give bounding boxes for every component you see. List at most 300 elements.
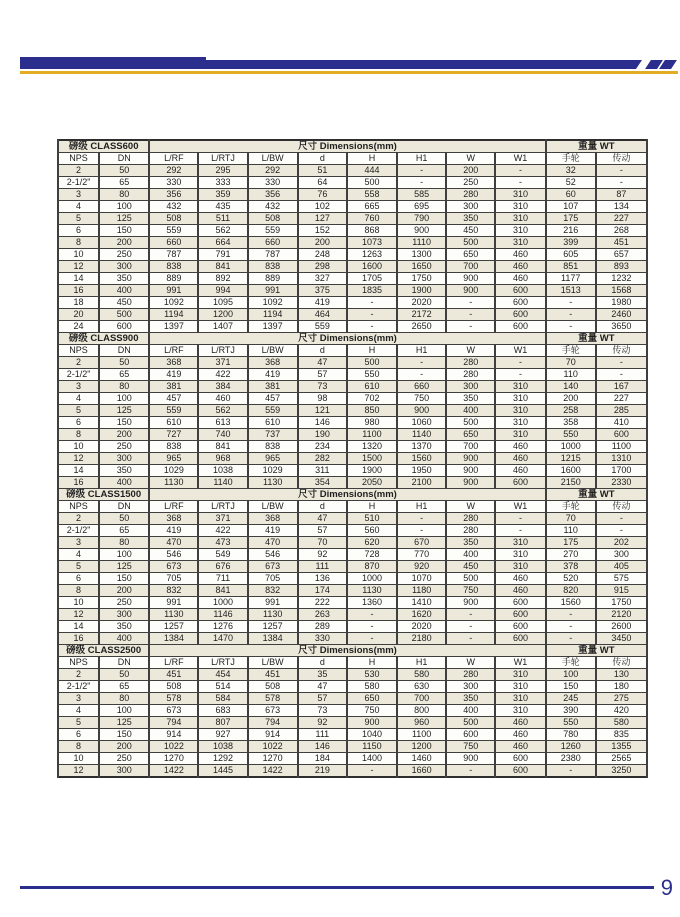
column-header: 传动 <box>596 345 647 357</box>
table-cell: - <box>397 525 446 537</box>
table-cell: 550 <box>347 369 397 381</box>
table-cell: - <box>446 621 495 633</box>
table-cell: 968 <box>198 453 247 465</box>
table-cell: 47 <box>298 513 347 525</box>
table-cell: - <box>546 621 596 633</box>
table-cell: 200 <box>546 393 596 405</box>
table-cell: 234 <box>298 441 347 453</box>
table-cell: 92 <box>298 549 347 561</box>
table-cell: 580 <box>347 681 397 693</box>
table-cell: 400 <box>99 633 149 645</box>
table-cell: 850 <box>347 405 397 417</box>
table-cell: - <box>347 321 397 333</box>
table-cell: 1950 <box>397 465 446 477</box>
table-cell: 1092 <box>248 297 298 309</box>
column-header: W1 <box>495 153 545 165</box>
table-cell: 80 <box>99 381 149 393</box>
valve-dimensions-table <box>57 139 648 778</box>
table-cell: 1260 <box>546 741 596 753</box>
table-cell: 600 <box>495 477 545 489</box>
table-cell: 838 <box>248 261 298 273</box>
table-cell: - <box>446 309 495 321</box>
table-cell: 368 <box>149 513 198 525</box>
table-cell: 2172 <box>397 309 446 321</box>
table-cell: 422 <box>198 369 247 381</box>
table-cell: - <box>596 513 647 525</box>
table-cell: 2120 <box>596 609 647 621</box>
table-row <box>58 633 647 645</box>
table-cell: 1200 <box>397 741 446 753</box>
table-cell: 559 <box>149 225 198 237</box>
table-cell: 705 <box>149 573 198 585</box>
table-cell: 405 <box>596 561 647 573</box>
table-cell: 451 <box>149 669 198 681</box>
table-cell: 1038 <box>198 465 247 477</box>
column-header: L/BW <box>248 153 298 165</box>
dimensions-header-label: 尺寸 Dimensions(mm) <box>149 333 545 345</box>
table-row <box>58 753 647 765</box>
table-cell: 384 <box>198 381 247 393</box>
table-cell: 381 <box>149 381 198 393</box>
table-cell: - <box>347 621 397 633</box>
table-cell: 1470 <box>198 633 247 645</box>
table-cell: 770 <box>397 549 446 561</box>
column-header: DN <box>99 501 149 513</box>
table-cell: 298 <box>298 261 347 273</box>
table-cell: - <box>495 369 545 381</box>
table-cell: 200 <box>99 585 149 597</box>
table-cell: - <box>495 525 545 537</box>
table-cell: 180 <box>596 681 647 693</box>
table-cell: 1700 <box>596 465 647 477</box>
column-header: L/RTJ <box>198 657 247 669</box>
column-header: NPS <box>58 153 99 165</box>
column-header: L/RF <box>149 501 198 513</box>
table-cell: 100 <box>99 705 149 717</box>
table-cell: 600 <box>495 597 545 609</box>
table-cell: 1029 <box>149 465 198 477</box>
table-cell: 750 <box>446 741 495 753</box>
table-row <box>58 189 647 201</box>
column-header: W <box>446 657 495 669</box>
table-cell: 460 <box>495 717 545 729</box>
table-cell: 451 <box>596 237 647 249</box>
table-row <box>58 669 647 681</box>
table-cell: 390 <box>546 705 596 717</box>
table-cell: 2100 <box>397 477 446 489</box>
table-cell: 900 <box>446 477 495 489</box>
table-cell: 8 <box>58 429 99 441</box>
table-cell: 419 <box>248 369 298 381</box>
table-cell: 558 <box>347 189 397 201</box>
table-cell: 10 <box>58 597 99 609</box>
table-cell: 794 <box>149 717 198 729</box>
table-cell: - <box>495 177 545 189</box>
table-cell: 50 <box>99 513 149 525</box>
table-cell: - <box>546 321 596 333</box>
table-cell: 600 <box>495 633 545 645</box>
table-cell: 250 <box>446 177 495 189</box>
table-cell: 350 <box>99 273 149 285</box>
table-cell: 350 <box>99 621 149 633</box>
table-cell: - <box>546 633 596 645</box>
table-cell: 1257 <box>248 621 298 633</box>
table-cell: 559 <box>248 405 298 417</box>
table-cell: - <box>596 357 647 369</box>
table-cell: 356 <box>149 189 198 201</box>
table-cell: 1407 <box>198 321 247 333</box>
page-number: 9 <box>660 875 673 900</box>
table-cell: 310 <box>495 537 545 549</box>
column-header: NPS <box>58 345 99 357</box>
table-cell: 2020 <box>397 621 446 633</box>
table-cell: 1445 <box>198 765 247 778</box>
table-row <box>58 465 647 477</box>
table-row <box>58 441 647 453</box>
table-cell: 683 <box>198 705 247 717</box>
table-cell: 292 <box>248 165 298 177</box>
table-cell: 791 <box>198 249 247 261</box>
table-cell: 508 <box>149 681 198 693</box>
table-cell: 578 <box>149 693 198 705</box>
table-cell: 200 <box>99 429 149 441</box>
table-cell: 575 <box>596 573 647 585</box>
table-cell: 216 <box>546 225 596 237</box>
columns-header-row <box>58 657 647 669</box>
table-row <box>58 309 647 321</box>
table-cell: 70 <box>298 537 347 549</box>
table-cell: 1022 <box>149 741 198 753</box>
table-cell: 750 <box>397 393 446 405</box>
table-cell: 6 <box>58 417 99 429</box>
table-cell: 1750 <box>596 597 647 609</box>
table-cell: 300 <box>446 681 495 693</box>
table-cell: 893 <box>596 261 647 273</box>
table-cell: 585 <box>397 189 446 201</box>
table-cell: 300 <box>99 453 149 465</box>
table-cell: 676 <box>198 561 247 573</box>
column-header: L/RF <box>149 345 198 357</box>
table-cell: 1400 <box>347 753 397 765</box>
table-cell: 460 <box>495 465 545 477</box>
table-cell: 1270 <box>149 753 198 765</box>
table-cell: 500 <box>446 717 495 729</box>
table-cell: 121 <box>298 405 347 417</box>
table-cell: 310 <box>495 393 545 405</box>
table-cell: 613 <box>198 417 247 429</box>
table-cell: 610 <box>248 417 298 429</box>
table-cell: 444 <box>347 165 397 177</box>
columns-header-row <box>58 153 647 165</box>
table-row <box>58 717 647 729</box>
table-row <box>58 513 647 525</box>
table-cell: 600 <box>446 729 495 741</box>
table-row <box>58 549 647 561</box>
table-cell: 150 <box>99 729 149 741</box>
table-cell: - <box>546 309 596 321</box>
column-header: L/RTJ <box>198 153 247 165</box>
table-cell: 250 <box>99 597 149 609</box>
table-cell: 1263 <box>347 249 397 261</box>
table-cell: 310 <box>495 705 545 717</box>
table-cell: 1100 <box>347 429 397 441</box>
table-cell: 600 <box>596 429 647 441</box>
table-cell: 794 <box>248 717 298 729</box>
table-cell: 578 <box>248 693 298 705</box>
table-row <box>58 225 647 237</box>
table-cell: 900 <box>446 273 495 285</box>
table-cell: 202 <box>596 537 647 549</box>
column-header: NPS <box>58 657 99 669</box>
table-cell: 400 <box>99 285 149 297</box>
table-cell: 4 <box>58 201 99 213</box>
table-cell: 1130 <box>248 477 298 489</box>
table-cell: 500 <box>347 177 397 189</box>
table-cell: 65 <box>99 525 149 537</box>
column-header: 手轮 <box>546 501 596 513</box>
table-cell: 1146 <box>198 609 247 621</box>
table-cell: 57 <box>298 525 347 537</box>
table-cell: 73 <box>298 381 347 393</box>
weight-header-label: 重量 WT <box>546 645 647 657</box>
table-cell: 87 <box>596 189 647 201</box>
table-cell: 12 <box>58 609 99 621</box>
column-header: L/BW <box>248 345 298 357</box>
table-cell: 457 <box>248 393 298 405</box>
table-cell: 832 <box>149 585 198 597</box>
table-cell: 300 <box>99 261 149 273</box>
column-header: 传动 <box>596 657 647 669</box>
table-cell: 2 <box>58 513 99 525</box>
dimensions-header-label: 尺寸 Dimensions(mm) <box>149 140 545 153</box>
table-cell: 1000 <box>347 573 397 585</box>
table-cell: 292 <box>149 165 198 177</box>
column-header: L/RTJ <box>198 501 247 513</box>
table-cell: 356 <box>248 189 298 201</box>
table-cell: 3 <box>58 537 99 549</box>
table-cell: 400 <box>446 705 495 717</box>
table-cell: 960 <box>397 717 446 729</box>
table-cell: 10 <box>58 753 99 765</box>
table-cell: 150 <box>546 681 596 693</box>
table-cell: 470 <box>149 537 198 549</box>
column-header: H1 <box>397 501 446 513</box>
table-cell: 190 <box>298 429 347 441</box>
table-cell: 282 <box>298 453 347 465</box>
table-cell: 650 <box>446 249 495 261</box>
table-cell: 1130 <box>347 585 397 597</box>
table-cell: 500 <box>347 357 397 369</box>
table-cell: 371 <box>198 357 247 369</box>
column-header: L/RF <box>149 153 198 165</box>
column-header: NPS <box>58 501 99 513</box>
table-cell: 464 <box>298 309 347 321</box>
header-bar-gold <box>20 71 678 74</box>
table-cell: 35 <box>298 669 347 681</box>
table-cell: 1270 <box>248 753 298 765</box>
column-header: H <box>347 501 397 513</box>
table-cell: 1600 <box>347 261 397 273</box>
column-header: W1 <box>495 501 545 513</box>
table-cell: 432 <box>149 201 198 213</box>
table-cell: 311 <box>298 465 347 477</box>
table-row <box>58 765 647 778</box>
table-cell: 900 <box>347 717 397 729</box>
table-cell: 399 <box>546 237 596 249</box>
table-cell: 100 <box>99 393 149 405</box>
column-header: H1 <box>397 153 446 165</box>
table-cell: 200 <box>298 237 347 249</box>
table-cell: 419 <box>149 369 198 381</box>
table-cell: 6 <box>58 573 99 585</box>
table-cell: 695 <box>397 201 446 213</box>
table-cell: 152 <box>298 225 347 237</box>
table-cell: - <box>397 165 446 177</box>
table-row <box>58 201 647 213</box>
table-cell: 12 <box>58 765 99 778</box>
table-cell: 1568 <box>596 285 647 297</box>
table-cell: - <box>446 633 495 645</box>
table-cell: 419 <box>298 297 347 309</box>
column-header: d <box>298 153 347 165</box>
table-cell: 47 <box>298 681 347 693</box>
table-cell: 268 <box>596 225 647 237</box>
table-cell: 1232 <box>596 273 647 285</box>
column-header: 手轮 <box>546 657 596 669</box>
valve-dimensions-table-body <box>58 140 647 777</box>
weight-header-label: 重量 WT <box>546 140 647 153</box>
table-cell: 350 <box>446 393 495 405</box>
table-cell: 1000 <box>546 441 596 453</box>
table-cell: - <box>446 609 495 621</box>
table-cell: 1900 <box>397 285 446 297</box>
table-cell: 559 <box>149 405 198 417</box>
table-cell: 500 <box>99 309 149 321</box>
table-cell: 111 <box>298 561 347 573</box>
table-cell: 562 <box>198 225 247 237</box>
footer-rule <box>20 886 654 889</box>
table-cell: 1070 <box>397 573 446 585</box>
table-cell: - <box>546 609 596 621</box>
table-cell: 175 <box>546 213 596 225</box>
table-cell: 900 <box>446 597 495 609</box>
table-cell: - <box>397 177 446 189</box>
table-cell: 664 <box>198 237 247 249</box>
table-cell: 6 <box>58 225 99 237</box>
table-cell: 2 <box>58 669 99 681</box>
table-cell: 1194 <box>149 309 198 321</box>
table-cell: 665 <box>347 201 397 213</box>
column-header: DN <box>99 153 149 165</box>
header-bar-navy-thin <box>205 60 642 69</box>
table-cell: 174 <box>298 585 347 597</box>
table-cell: 991 <box>149 285 198 297</box>
table-cell: 508 <box>149 213 198 225</box>
table-cell: 820 <box>546 585 596 597</box>
table-cell: 1073 <box>347 237 397 249</box>
weight-header-label: 重量 WT <box>546 333 647 345</box>
table-row <box>58 597 647 609</box>
table-cell: 600 <box>495 321 545 333</box>
table-row <box>58 285 647 297</box>
table-cell: 80 <box>99 537 149 549</box>
section-header-row <box>58 140 647 153</box>
table-cell: 711 <box>198 573 247 585</box>
table-cell: 510 <box>347 513 397 525</box>
table-cell: 1180 <box>397 585 446 597</box>
table-row <box>58 621 647 633</box>
table-cell: 60 <box>546 189 596 201</box>
table-cell: 915 <box>596 585 647 597</box>
table-cell: 350 <box>446 537 495 549</box>
table-cell: 310 <box>495 237 545 249</box>
table-cell: 780 <box>546 729 596 741</box>
table-cell: 20 <box>58 309 99 321</box>
table-cell: 107 <box>546 201 596 213</box>
table-cell: 450 <box>446 225 495 237</box>
table-cell: 3250 <box>596 765 647 778</box>
table-cell: 750 <box>446 585 495 597</box>
table-cell: 546 <box>149 549 198 561</box>
table-cell: 511 <box>198 213 247 225</box>
table-cell: 630 <box>397 681 446 693</box>
table-cell: 378 <box>546 561 596 573</box>
table-cell: 4 <box>58 549 99 561</box>
table-cell: - <box>596 165 647 177</box>
table-cell: 250 <box>99 249 149 261</box>
table-cell: 5 <box>58 213 99 225</box>
table-cell: 10 <box>58 441 99 453</box>
section-class-label: 磅级 CLASS2500 <box>58 645 149 657</box>
table-cell: 3650 <box>596 321 647 333</box>
table-cell: 16 <box>58 285 99 297</box>
table-cell: 1460 <box>397 753 446 765</box>
table-cell: 673 <box>248 705 298 717</box>
column-header: H <box>347 153 397 165</box>
table-cell: 5 <box>58 717 99 729</box>
table-cell: 1320 <box>347 441 397 453</box>
table-cell: 1560 <box>546 597 596 609</box>
table-cell: 841 <box>198 261 247 273</box>
table-row <box>58 273 647 285</box>
table-cell: 354 <box>298 477 347 489</box>
table-cell: 841 <box>198 585 247 597</box>
table-cell: 1200 <box>198 309 247 321</box>
table-cell: 245 <box>546 693 596 705</box>
table-row <box>58 261 647 273</box>
table-cell: 14 <box>58 621 99 633</box>
table-row <box>58 609 647 621</box>
table-cell: 184 <box>298 753 347 765</box>
table-cell: 700 <box>397 693 446 705</box>
table-cell: 520 <box>546 573 596 585</box>
dimensions-header-label: 尺寸 Dimensions(mm) <box>149 645 545 657</box>
table-cell: 600 <box>495 285 545 297</box>
table-cell: 500 <box>446 417 495 429</box>
table-cell: 660 <box>149 237 198 249</box>
table-cell: 807 <box>198 717 247 729</box>
table-cell: 358 <box>546 417 596 429</box>
table-cell: - <box>446 321 495 333</box>
table-cell: 330 <box>248 177 298 189</box>
column-header: H <box>347 345 397 357</box>
column-header: 手轮 <box>546 345 596 357</box>
table-cell: 270 <box>546 549 596 561</box>
table-cell: 460 <box>495 249 545 261</box>
table-cell: 280 <box>446 525 495 537</box>
table-row <box>58 453 647 465</box>
table-cell: 5 <box>58 405 99 417</box>
